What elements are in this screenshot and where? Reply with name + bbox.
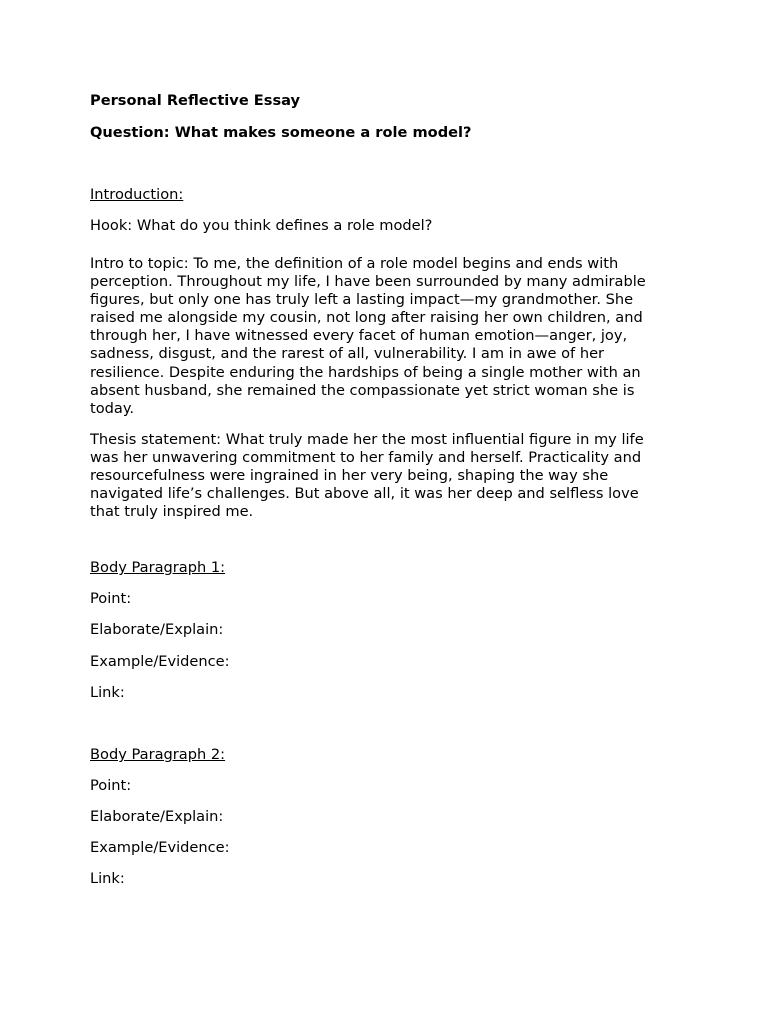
body-paragraph-1-heading: Body Paragraph 1: [90,559,226,576]
document-title: Personal Reflective Essay [90,92,301,109]
intro-line: resilience. Despite enduring the hardships of being a single mother with an [90,363,641,381]
intro-line: sadness, disgust, and the rarest of all, vulnerability. I am in awe of her [90,345,605,363]
body1-elaborate-label: Elaborate/Explain: [90,621,224,638]
body2-elaborate-label: Elaborate/Explain: [90,808,224,825]
body1-link-label: Link: [90,684,125,701]
thesis-line: navigated life’s challenges. But above all, it was her deep and selfless love [90,485,639,503]
thesis-line: was her unwavering commitment to her family and herself. Practicality and [90,449,642,467]
body-paragraph-2-heading: Body Paragraph 2: [90,746,226,763]
thesis-line: resourcefulness were ingrained in her very being, shaping the way she [90,467,609,485]
body1-point-label: Point: [90,590,132,607]
intro-line: raised me alongside my cousin, not long after raising her own children, and [90,309,643,327]
intro-line: absent husband, she remained the compassionate yet strict woman she is [90,381,635,399]
essay-question: Question: What makes someone a role model? [90,124,472,141]
intro-line: figures, but only one has truly left a lasting impact—my grandmother. She [90,291,634,309]
thesis-paragraph [90,431,680,521]
body2-point-label: Point: [90,777,132,794]
intro-line: through her, I have witnessed every facet of human emotion—anger, joy, [90,327,628,345]
intro-line: today. [90,399,135,417]
hook-text: Hook: What do you think defines a role model? [90,217,433,234]
thesis-line: Thesis statement: What truly made her the most influential figure in my life [90,431,644,448]
body1-example-label: Example/Evidence: [90,653,230,670]
intro-paragraph [90,255,680,418]
intro-line: Intro to topic: To me, the definition of a role model begins and ends with [90,255,619,272]
thesis-line: that truly inspired me. [90,503,254,521]
intro-line: perception. Throughout my life, I have been surrounded by many admirable [90,273,646,291]
introduction-heading: Introduction: [90,186,184,203]
body2-link-label: Link: [90,870,125,887]
body2-example-label: Example/Evidence: [90,839,230,856]
